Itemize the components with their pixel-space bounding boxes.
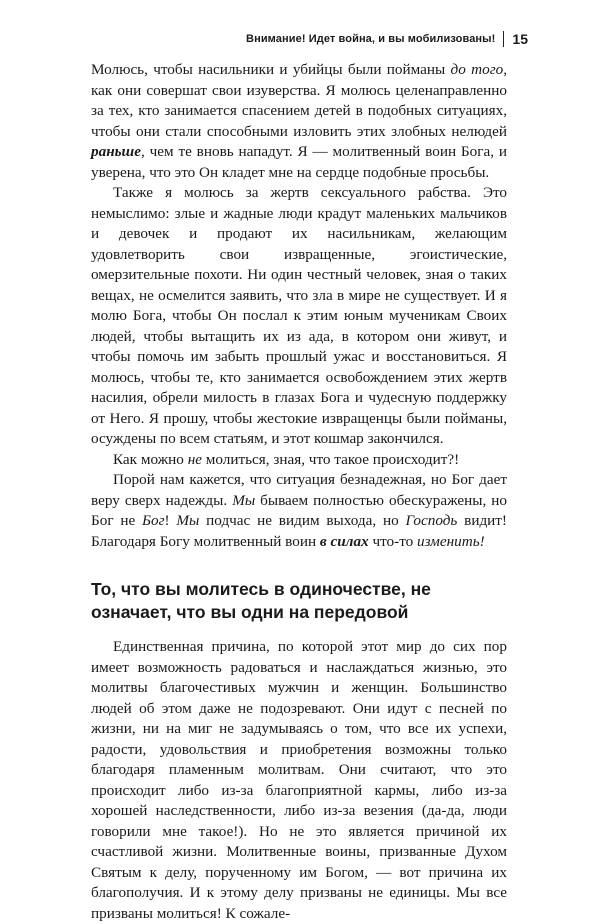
text-run: Мы (232, 491, 256, 509)
text-run: Порой нам кажется, что ситуация безнадежная, но Бог дает веру сверх надежды. (91, 471, 507, 509)
text-run: Молюсь, чтобы насильники и убийцы были пойманы (91, 61, 451, 78)
page-number: 15 (512, 31, 528, 47)
text-run: Единственная причина, по которой этот мир до сих пор имеет возможность радоваться и наслаждаться жизнью, это молитвы благочестивых мужчин и женщин. Большинство людей об этом даже не подозревают. Они идут с песней по жизни, ни на миг не задумываясь о том, что все их успехи, радости, удовольствия и приобретения возможны только благодаря пламенным молитвам. Они считают, что это происходит либо из-за благоприятной кармы, либо из-за хорошей наследственности, либо из-за везения (да-да, люди говорили мне такое!). Но не это является причиной их счастливой жизни. Молитвенные воины, призванные Духом Святым к делу, порученному им Богом, — вот причина их благополучия. И к этому делу призваны не единицы. Мы все призваны молиться! К сожале- (91, 638, 507, 922)
text-run: бываем полностью обескуражены, но Бог не (91, 491, 507, 529)
text-run: не (187, 450, 202, 468)
paragraph (91, 60, 507, 183)
text-run: молиться, зная, что такое происходит?! (201, 450, 460, 468)
text-run: изменить! (417, 532, 485, 550)
text-run: что-то (368, 532, 418, 550)
text-run: Как можно (113, 450, 188, 468)
text-run: ! (164, 512, 177, 529)
paragraph (91, 183, 507, 450)
text-run: подчас не видим выхода, но (199, 512, 406, 529)
text-run: Мы (176, 512, 200, 529)
text-run: , чем те вновь нападут. Я — молитвенный воин Бога, и уверена, что это Он кладет мне на сердце подобные просьбы. (91, 143, 507, 181)
text-run: Господь (405, 512, 458, 529)
header-divider (503, 31, 504, 47)
running-title: Внимание! Идет война, и вы мобилизованы! (246, 33, 496, 45)
text-run: Также я молюсь за жертв сексуального рабства. Это немыслимо: злые и жадные люди крадут маленьких мальчиков и девочек и продают их насильникам, желающим удовлетворить свои извращенные, эгоистические, омерзительные похоти. Ни один честный человек, зная о таких вещах, не осмелится заявить, что зла в мире не существует. И я молю Бога, чтобы Он послал к этим юным мученикам Своих людей, чтобы вытащить их из ада, в котором они живут, и чтобы помочь им забыть прошлый ужас и восстановиться. Я молюсь, чтобы те, кто занимается освобождением этих жертв насилия, обрели милость в глазах Бога и чудесную поддержку от Него. Я прошу, чтобы жестокие извращенцы были пойманы, осуждены по всем статьям, и этот кошмар закончился. (91, 184, 507, 447)
text-run: Бог (142, 512, 165, 529)
section-1 (91, 60, 507, 552)
paragraph (91, 450, 507, 471)
section-2 (91, 637, 507, 924)
text-run: до того (450, 61, 504, 78)
paragraph (91, 470, 507, 552)
section-heading: То, что вы молитесь в одиночестве, не означает, что вы одни на передовой (91, 579, 431, 622)
running-header (246, 31, 528, 47)
text-run: раньше (91, 143, 141, 160)
text-run: видит! Благодаря Богу молитвенный воин (91, 512, 507, 550)
paragraph (91, 637, 507, 924)
text-run: , как они совершат свои изуверства. Я молюсь целенаправленно за тех, кто занимается спасением детей в подобных ситуациях, чтобы они стали способными изловить этих злобных нелюдей (91, 61, 508, 140)
text-run: в силах (319, 532, 369, 550)
body-text (91, 60, 507, 924)
